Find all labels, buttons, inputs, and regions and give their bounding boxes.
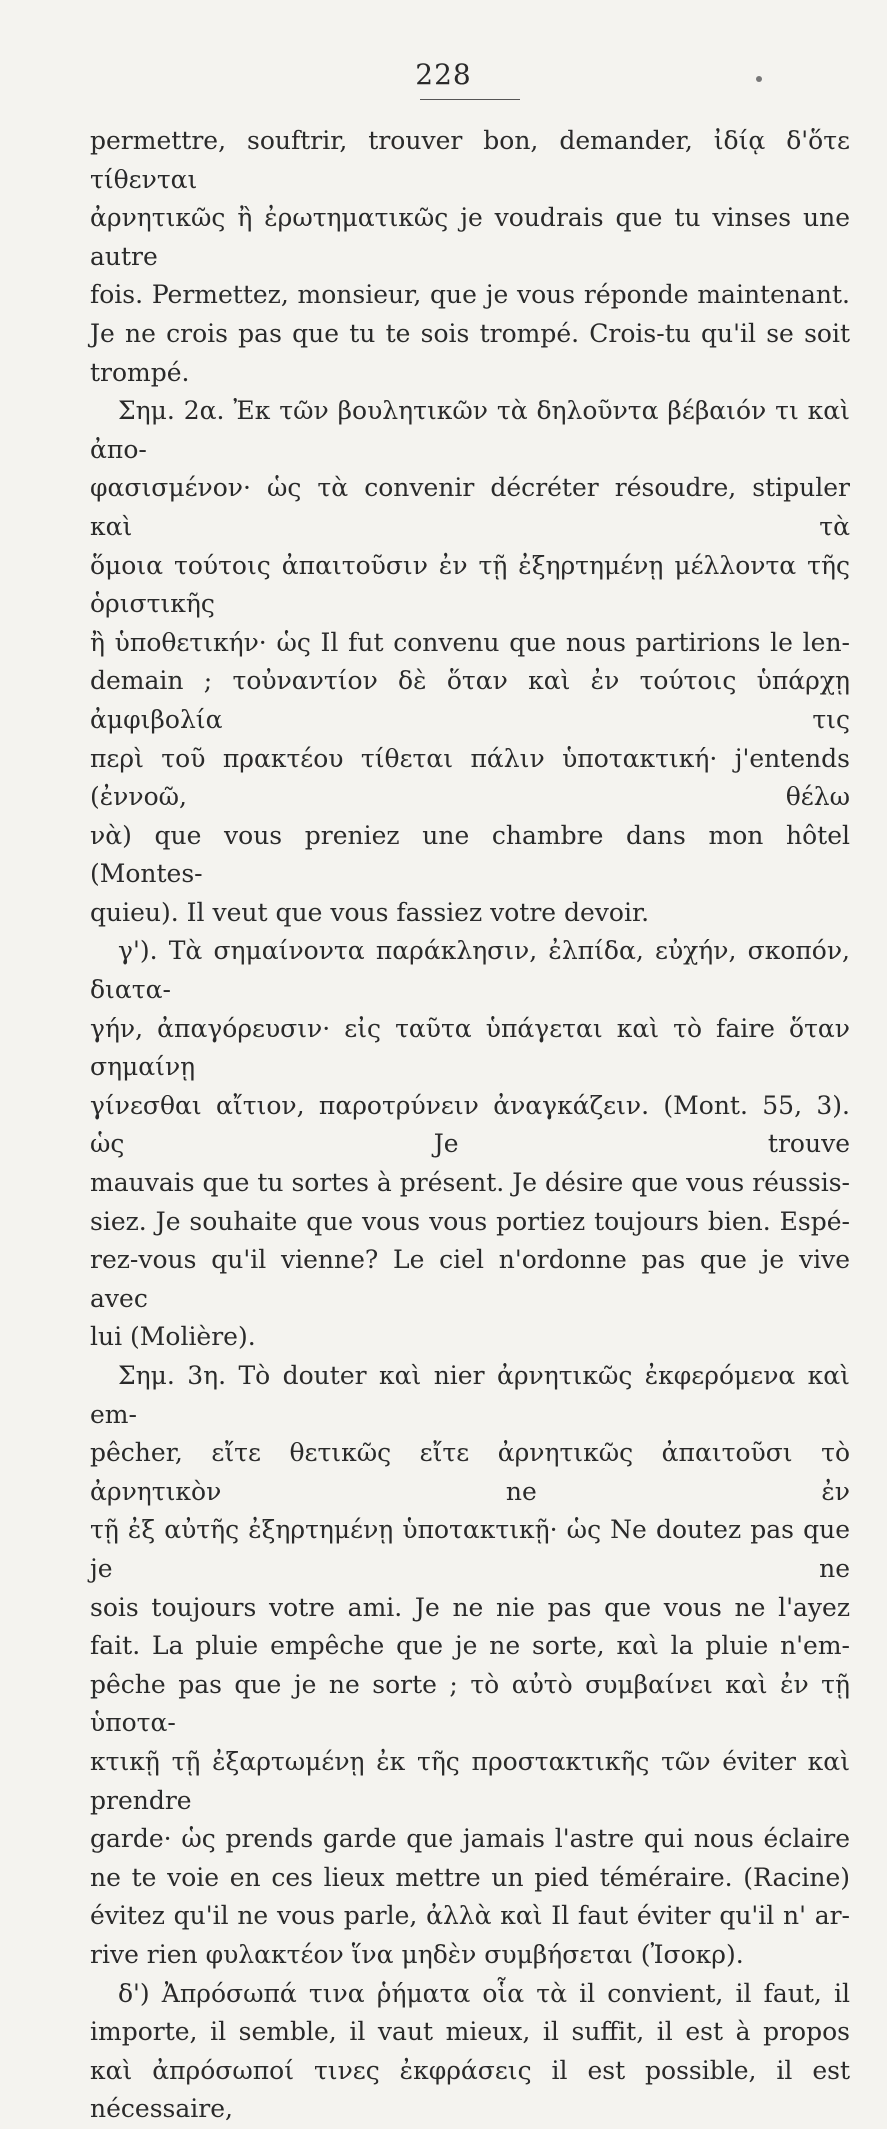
text-line: quieu). Il veut que vous fassiez votre devoir. [90,897,650,927]
text-line: fois. Permettez, monsieur, que je vous réponde maintenant. [90,280,850,310]
text-line: καὶ ἀπρόσωποί τινες ἐκφράσεις il est possible, il est nécessaire, [90,2055,850,2124]
text-line: ne te voie en ces lieux mettre un pied téméraire. (Racine) [90,1862,850,1892]
text-line: garde· ὡς prends garde que jamais l'astre qui nous éclaire [90,1824,850,1854]
text-line: ὅμοια τούτοις ἀπαιτοῦσιν ἐν τῇ ἐξηρτημένῃ μέλλοντα τῆς ὁριστικῆς [90,550,850,619]
page-number: 228 [415,58,472,91]
text-line: trompé. [90,357,190,387]
text-line: γήν, ἀπαγόρευσιν· εἰς ταῦτα ὑπάγεται καὶ τὸ faire ὅταν σημαίνῃ [90,1013,850,1082]
text-line: Σημ. 2α. Ἐκ τῶν βουλητικῶν τὰ δηλοῦντα βέβαιόν τι καὶ ἀπο- [90,396,850,464]
text-line: mauvais que tu sortes à présent. Je désire que vous réussis- [90,1168,850,1198]
text-line: fait. La pluie empêche que je ne sorte, καὶ la pluie n'em- [90,1631,850,1661]
text-line: γίνεσθαι αἴτιον, παροτρύνειν ἀναγκάζειν. (Mont. 55, 3). ὡς Je trouve [90,1090,850,1159]
text-line: pêche pas que je ne sorte ; τὸ αὐτὸ συμβαίνει καὶ ἐν τῇ ὑποτα- [90,1669,850,1738]
text-line: νὰ) que vous preniez une chambre dans mon hôtel (Montes- [90,820,850,889]
text-line: sois toujours votre ami. Je ne nie pas que vous ne l'ayez [90,1592,850,1622]
text-line: pêcher, εἴτε θετικῶς εἴτε ἀρνητικῶς ἀπαιτοῦσι τὸ ἀρνητικὸν ne ἐν [90,1438,850,1506]
text-line: ἢ ὑποθετικήν· ὡς Il fut convenu que nous partirions le len- [90,627,850,657]
text-line: permettre, souftrir, trouver bon, demander, ἰδίᾳ δ'ὅτε τίθενται [90,126,850,194]
text-line: περὶ τοῦ πρακτέου τίθεται πάλιν ὑποτακτική· j'entends (ἐννοῶ, θέλω [90,743,850,812]
text-line: siez. Je souhaite que vous vous portiez toujours bien. Espé- [90,1206,850,1236]
text-line: τῇ ἐξ αὐτῆς ἐξηρτημένῃ ὑποτακτικῇ· ὡς Ne doutez pas que je ne [90,1515,850,1583]
text-line: importe, il semble, il vaut mieux, il suffit, il est à propos [90,2017,850,2047]
header-rule [420,99,520,100]
text-line: rez-vous qu'il vienne? Le ciel n'ordonne pas que je vive avec [90,1245,850,1313]
text-line: demain ; τοὐναντίον δὲ ὅταν καὶ ἐν τούτοις ὑπάρχῃ ἀμφιβολία τις [90,666,850,734]
text-line: κτικῇ τῇ ἐξαρτωμένῃ ἐκ τῆς προστακτικῆς τῶν éviter καὶ prendre [90,1746,850,1815]
text-line: φασισμένον· ὡς τὰ convenir décréter résoudre, stipuler καὶ τὰ [90,473,850,541]
text-line: γ'). Τὰ σημαίνοντα παράκλησιν, ἐλπίδα, εὐχήν, σκοπόν, διατα- [90,936,850,1005]
text-line: Σημ. 3η. Τὸ douter καὶ nier ἀρνητικῶς ἐκφερόμενα καὶ em- [90,1361,850,1429]
text-line: lui (Molière). [90,1322,256,1352]
text-line: δ') Ἀπρόσωπά τινα ῥήματα οἷα τὰ il convient, il faut, il [118,1978,850,2008]
text-line: rive rien φυλακτέον ἵνα μηδὲν συμβήσεται (Ἰσοκρ). [90,1939,744,1969]
text-line: ἀρνητικῶς ἢ ἐρωτηματικῶς je voudrais que tu vinses une autre [90,203,850,271]
text-line: Je ne crois pas que tu te sois trompé. Crois-tu qu'il se soit [90,318,850,348]
ink-speck [756,76,762,82]
text-line: évitez qu'il ne vous parle, ἀλλὰ καὶ Il faut éviter qu'il n' ar- [90,1901,850,1931]
page-body [90,122,850,2129]
